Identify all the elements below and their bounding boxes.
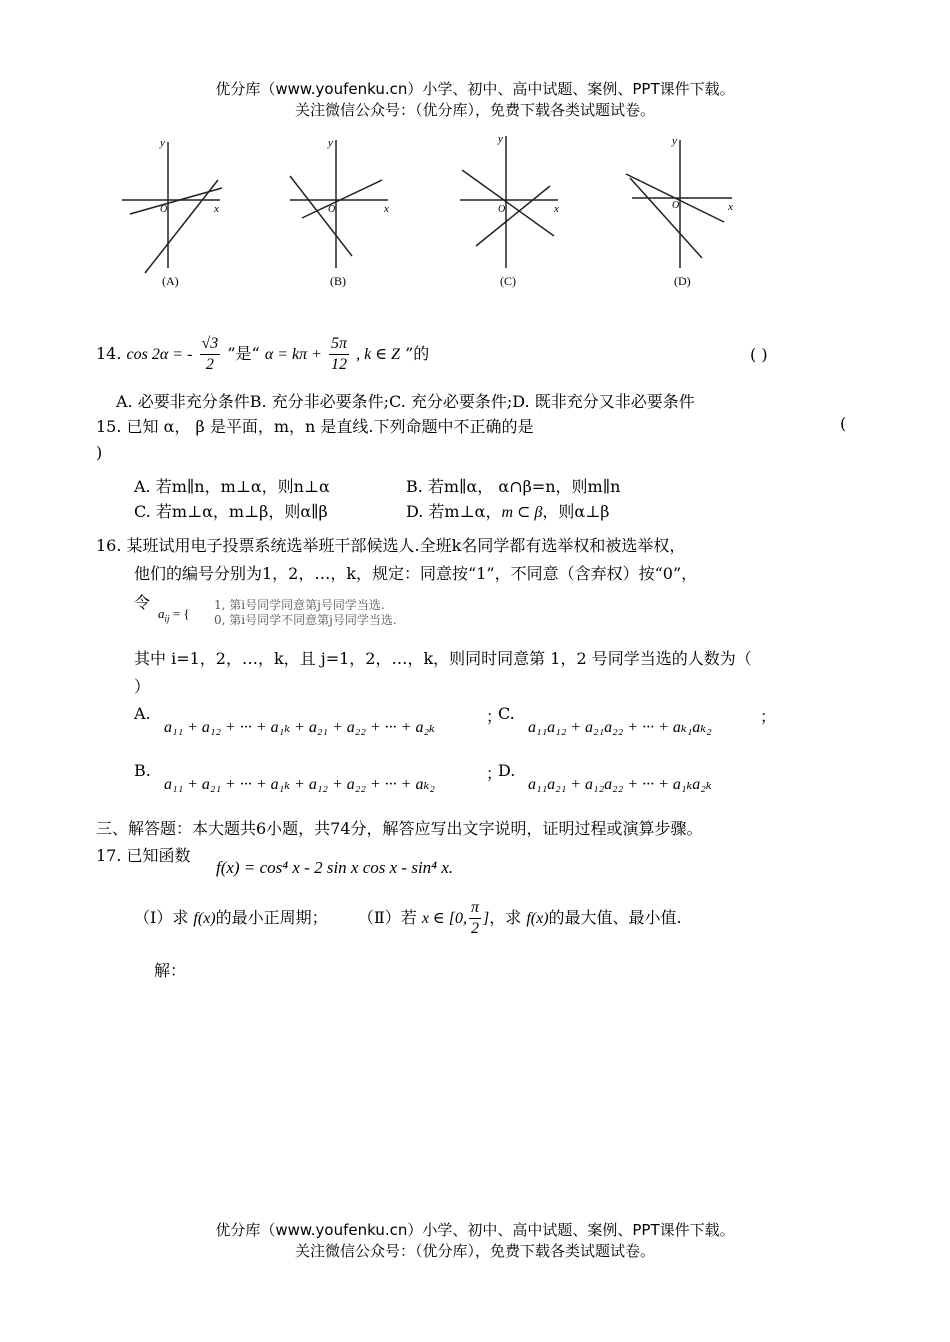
q14-frac1-num: √3 — [200, 334, 221, 355]
q15-option-a: A. 若m∥n，m⊥α，则n⊥α — [134, 477, 330, 496]
answer-graphs — [110, 128, 750, 298]
q16-expr-c: a₁₁a₁₂ + a₂₁a₂₂ + ··· + aₖ₁aₖ₂ — [528, 719, 712, 736]
q15-option-b: B. 若m∥α， α∩β=n，则m∥n — [406, 477, 621, 496]
q17-part1-fx: f(x) — [193, 910, 216, 927]
graph-b-origin: O — [328, 204, 336, 215]
graph-a-label: (A) — [162, 274, 179, 288]
graph-d-label: (D) — [674, 274, 691, 288]
q16-line-1: 16. 某班试用电子投票系统选举班干部候选人.全班k名同学都有选举权和被选举权， — [96, 536, 686, 555]
q16-line-3: 其中 i=1，2，…，k，且 j=1，2，…，k，则同时同意第 1，2 号同学当选的人数为（ — [134, 649, 752, 668]
graph-b-y-label: y — [328, 137, 333, 149]
q17-part1-post: 的最小正周期； — [215, 908, 328, 927]
q16-label-c: C. — [498, 704, 515, 723]
q14-end: ”的 — [405, 344, 430, 363]
q14-paren: ( ) — [750, 345, 768, 364]
section-3-heading: 三、解答题：本大题共6小题，共74分，解答应写出文字说明，证明过程或演算步骤。 — [96, 819, 703, 838]
q16-label-b: B. — [134, 761, 151, 780]
q16-expr-a: a₁₁ + a₁₂ + ··· + a₁ₖ + a₂₁ + a₂₂ + ··· + a₂ₖ — [164, 719, 435, 736]
graph-a-line-2 — [145, 180, 218, 273]
q17-part2-mid: ，求 — [489, 908, 522, 927]
graph-c — [460, 136, 558, 268]
graph-d-origin: O — [672, 200, 680, 211]
q17-pi-num: π — [469, 898, 481, 919]
graph-b-line-1 — [290, 176, 352, 256]
graph-a — [122, 142, 222, 273]
graph-b — [290, 140, 388, 268]
q16-ling: 令 — [134, 593, 151, 612]
q15-stem: 15. 已知 α， β 是平面，m，n 是直线.下列命题中不正确的是 — [96, 417, 534, 436]
graph-a-y-label: y — [160, 137, 165, 149]
q15-paren-open: ( — [840, 414, 847, 433]
q17-part2-pre: （Ⅱ）若 — [357, 908, 417, 927]
q16-label-a: A. — [134, 704, 151, 723]
q14-fraction-1 — [200, 334, 221, 375]
q16-expr-b: a₁₁ + a₂₁ + ··· + a₁ₖ + a₁₂ + a₂₂ + ··· + aₖ₂ — [164, 776, 435, 793]
graph-c-line-1 — [462, 170, 554, 236]
q15-option-d — [406, 499, 610, 522]
graph-c-x-label: x — [554, 203, 559, 215]
footer-line-1: 优分库（www.youfenku.cn）小学、初中、高中试题、案例、PPT课件下载。 — [215, 1221, 735, 1239]
q16-aij-sub: ij — [164, 613, 170, 624]
q17-parts — [134, 896, 682, 941]
q14-frac1-den: 2 — [205, 356, 214, 373]
q15-option-c: C. 若m⊥α，m⊥β，则α∥β — [134, 502, 328, 521]
q15-option-d-pre: D. 若m⊥α， — [406, 502, 502, 521]
graph-d-x-label: x — [728, 201, 733, 213]
q16-aij-a: a — [158, 606, 165, 621]
graph-d-line-2 — [630, 178, 702, 258]
q15-option-d-post: ，则α⊥β — [542, 502, 610, 521]
q16-line-3b: ） — [134, 677, 151, 696]
q14-number: 14. — [96, 344, 122, 363]
footer-line-2: 关注微信公众号：（优分库），免费下载各类试题试卷。 — [294, 1242, 655, 1260]
q15-option-d-math: m ⊂ β — [501, 504, 543, 521]
q16-aij: $a_{ij}$ = { — [158, 606, 190, 624]
header-line-1: 优分库（www.youfenku.cn）小学、初中、高中试题、案例、PPT课件下载。 — [215, 80, 735, 98]
graph-a-x-label: x — [214, 203, 219, 215]
q16-expr-d: a₁₁a₂₁ + a₁₂a₂₂ + ··· + a₁ₖa₂ₖ — [528, 776, 712, 793]
graph-b-x-label: x — [384, 203, 389, 215]
question-14 — [96, 332, 429, 377]
graph-b-line-2 — [302, 180, 382, 218]
q16-semi-a: ； — [486, 707, 503, 726]
q16-label-d: D. — [498, 761, 516, 780]
graph-c-line-2 — [476, 186, 550, 246]
q15-paren-close: ) — [96, 443, 103, 462]
q14-frac2-num: 5π — [329, 334, 349, 355]
q17-interval-pre: x ∈ [0, — [421, 910, 467, 927]
q14-lhs: cos 2α = - — [126, 346, 193, 363]
graph-b-label: (B) — [330, 274, 346, 288]
q14-fraction-2 — [329, 334, 349, 375]
q17-part2-fx: f(x) — [526, 910, 549, 927]
q14-options: A. 必要非充分条件B. 充分非必要条件;C. 充分必要条件;D. 既非充分又非必要条件 — [116, 392, 695, 411]
q17-function: f(x) = cos⁴ x - 2 sin x cos x - sin⁴ x. — [216, 858, 454, 877]
q17-solution-label: 解： — [154, 961, 187, 980]
q17-pi-den: 2 — [470, 920, 479, 937]
q14-frac2-den: 12 — [331, 356, 348, 373]
q17-pi-fraction — [469, 898, 481, 939]
graph-d-y-label: y — [672, 135, 677, 147]
q17-part1-pre: （Ⅰ）求 — [134, 908, 189, 927]
q16-case-2: 0, 第i号同学不同意第j号同学当选. — [214, 613, 397, 627]
q16-semi-c: ； — [760, 707, 777, 726]
graph-c-origin: O — [498, 204, 506, 215]
q14-tail: , k ∈ Z — [356, 346, 400, 363]
q14-alpha-eq: α = kπ + — [264, 346, 322, 363]
q14-mid: ”是“ — [227, 344, 260, 363]
q17-part2-post: 的最大值、最小值. — [548, 908, 682, 927]
q16-semi-b: ； — [486, 764, 503, 783]
graph-c-label: (C) — [500, 274, 516, 288]
q17-stem: 17. 已知函数 — [96, 846, 191, 865]
q16-case-1: 1, 第i号同学同意第j号同学当选. — [214, 598, 385, 612]
q17-interval-post: ] — [483, 910, 490, 927]
graph-c-y-label: y — [498, 133, 503, 145]
header-line-2: 关注微信公众号：（优分库），免费下载各类试题试卷。 — [294, 101, 655, 119]
q16-line-2: 他们的编号分别为1，2，…，k，规定：同意按“1”，不同意（含弃权）按“0”， — [134, 564, 698, 583]
graph-a-origin: O — [160, 204, 168, 215]
